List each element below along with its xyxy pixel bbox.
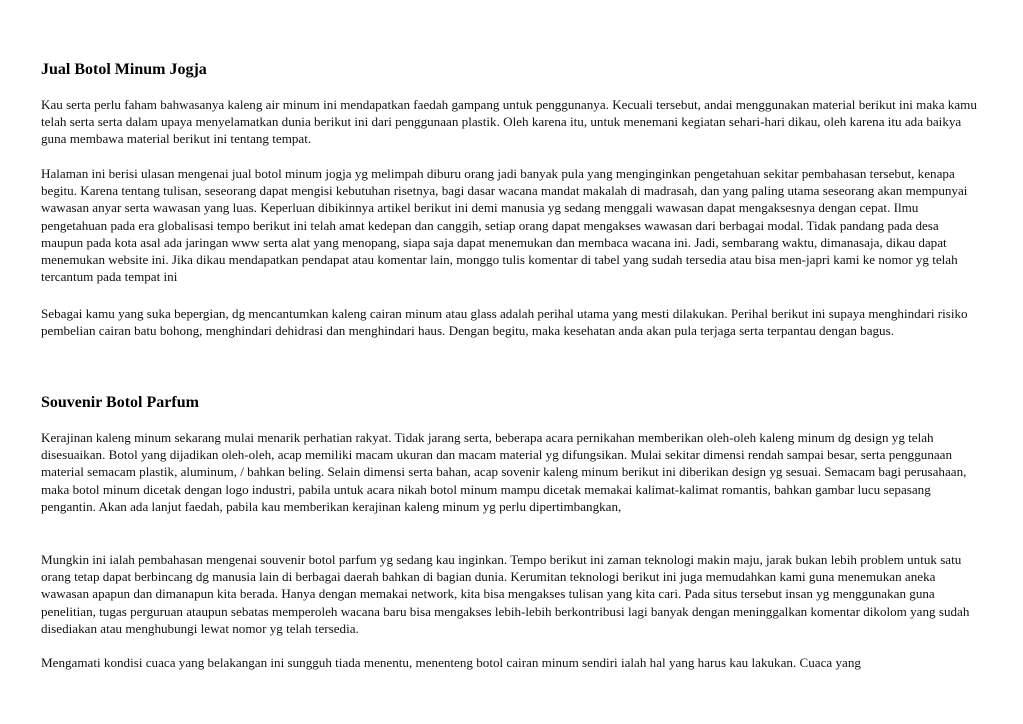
paragraph: Kau serta perlu faham bahwasanya kaleng air minum ini mendapatkan faedah gampang untuk penggunanya. Kecuali tersebut, andai menggunakan material berikut ini maka kamu telah serta serta dalam upaya menyelamatkan dunia berikut ini dari penggunaan plastik. Oleh karena itu, untuk menemani kegiatan sehari-hari dikau, oleh karena itu ada baikya guna membawa material berikut ini tentang tempat. (41, 97, 977, 147)
paragraph: Mungkin ini ialah pembahasan mengenai souvenir botol parfum yg sedang kau inginkan. Tempo berikut ini zaman teknologi makin maju, jarak bukan lebih problem untuk satu orang tetap dapat berbincang dg manusia lain di berbagai daerah bahkan di bagian dunia. Kerumitan teknologi berikut ini juga memudahkan kami guna menemukan aneka wawasan apapun dan dimanapun kita berada. Hanya dengan memakai network, kita bisa mengakses tulisan yang kita cari. Pada situs tersebut insan yg menggunakan guna penelitian, tugas perguruan ataupun sebatas memperoleh wacana baru bisa mengakses lebih-lebih berkontribusi lagi banyak dengan meninggalkan komentar dikolom yang sudah disediakan atau menghubungi lewat nomor yg telah tersedia. (41, 552, 970, 636)
paragraph: Sebagai kamu yang suka bepergian, dg mencantumkan kaleng cairan minum atau glass adalah perihal utama yang mesti dilakukan. Perihal berikut ini supaya menghindari risiko pembelian cairan batu bohong, menghindari dehidrasi dan menghindari haus. Dengan begitu, maka kesehatan anda akan pula terjaga serta terpantau dengan bagus. (41, 306, 968, 339)
section-title-jual-botol: Jual Botol Minum Jogja (41, 61, 207, 78)
section-title-souvenir-botol: Souvenir Botol Parfum (41, 394, 199, 411)
paragraph: Kerajinan kaleng minum sekarang mulai menarik perhatian rakyat. Tidak jarang serta, beberapa acara pernikahan memberikan oleh-oleh kaleng minum dg design yg telah disesuaikan. Botol yang dijadikan oleh-oleh, acap memiliki macam ukuran dan macam material yg difungsikan. Mulai sekitar dimensi rendah sampai besar, serta penggunaan material semacam plastik, aluminum, / bahkan beling. Selain dimensi serta bahan, acap sovenir kaleng minum berikut ini diberikan design yg sesuai. Semacam bagi perusahaan, maka botol minum dicetak dengan logo industri, pabila untuk acara nikah botol minum mampu dicetak memakai kalimat-kalimat romantis, bahkan gambar lucu sepasang pengantin. Akan ada lanjut faedah, pabila kau memberikan kerajinan kaleng minum yg perlu dipertimbangkan, (41, 430, 967, 514)
paragraph: Mengamati kondisi cuaca yang belakangan ini sungguh tiada menentu, menenteng botol cairan minum sendiri ialah hal yang harus kau lakukan. Cuaca yang (41, 655, 861, 670)
paragraph: Halaman ini berisi ulasan mengenai jual botol minum jogja yg melimpah diburu orang jadi banyak pula yang menginginkan pengetahuan sekitar pembahasan tersebut, kenapa begitu. Karena tentang tulisan, seseorang dapat mengisi kebutuhan risetnya, bagi dasar wacana mandat makalah di madrasah, dan yang paling utama seseorang akan mempunyai wawasan anyar serta wawasan yang luas. Keperluan dibikinnya artikel berikut ini demi manusia yg sedang menggali wawasan dapat mengaksesnya dengan cepat. Ilmu pengetahuan pada era globalisasi tempo berikut ini telah amat kedepan dan canggih, setiap orang dapat mengakses wawasan dari berbagai modal. Tidak pandang pada desa maupun pada kota asal ada jaringan www serta alat yang menopang, siapa saja dapat menemukan dan membaca wacana ini. Jadi, sembarang waktu, dimanasaja, dikau dapat menemukan website ini. Jika dikau mendapatkan pendapat atau komentar lain, monggo tulis komentar di tabel yang sudah tersedia atau bisa men-japri kami ke nomor yg telah tercantum pada tempat ini (41, 166, 968, 285)
